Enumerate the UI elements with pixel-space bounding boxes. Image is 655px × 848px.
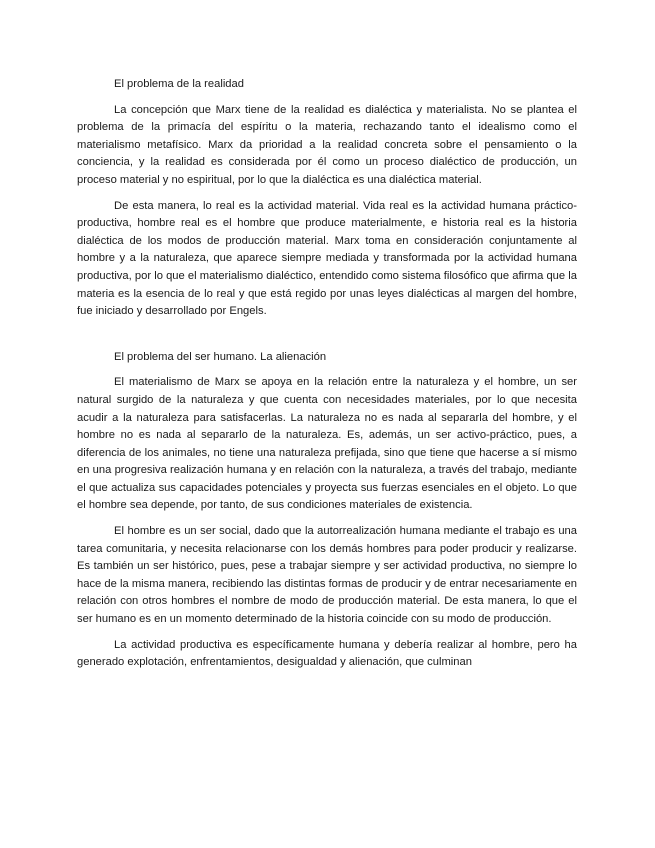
section-heading-human-being: El problema del ser humano. La alienación xyxy=(114,350,327,363)
section-spacer xyxy=(77,329,577,349)
paragraph: El hombre es un ser social, dado que la autorrealización humana mediante el trabajo es una tarea comunitaria, y necesita relacionarse con los demás hombres para poder producir y realizarse. Es también un ser histórico, pues, pese a trabajar siempre y ser actividad productiva, no siempre lo hace de la misma manera, recibiendo las distintas formas de producir y de entrar necesariamente en relación con otros hombres el nombre de modo de producción material. De esta manera, lo que el ser humano es en un momento determinado de la historia coincide con su modo de producción. xyxy=(77,525,577,626)
section-heading-reality: El problema de la realidad xyxy=(114,78,244,90)
paragraph: La actividad productiva es específicamente humana y debería realizar al hombre, pero ha generado explotación, enfrentamientos, desigualdad y alienación, que culminan xyxy=(77,638,577,669)
paragraph: La concepción que Marx tiene de la realidad es dialéctica y materialista. No se plantea el problema de la primacía del espíritu o la materia, rechazando tanto el idealismo como el materialismo metafísico. Marx da prioridad a la realidad concreta sobre el pensamiento o la conciencia, y la realidad es considerada por él como un proceso dialéctico de producción, un proceso material y no espiritual, por lo que la dialéctica es una dialéctica material. xyxy=(77,103,577,186)
paragraph: De esta manera, lo real es la actividad material. Vida real es la actividad humana práctico-productiva, hombre real es el hombre que produce materialmente, e historia real es la historia dialéctica de los modos de producción material. Marx toma en consideración conjuntamente al hombre y a la naturaleza, que aparece siempre mediada y transformada por la actividad humana productiva, por lo que el materialismo dialéctico, entendido como sistema filosófico que afirma que la materia es la esencia de lo real y que está regido por unas leyes dialécticas al margen del hombre, fue iniciado y desarrollado por Engels. xyxy=(77,199,577,318)
document-body xyxy=(77,76,577,680)
paragraph: El materialismo de Marx se apoya en la relación entre la naturaleza y el hombre, un ser natural surgido de la naturaleza y que cuenta con necesidades materiales, por lo que necesita acudir a la naturaleza para satisfacerlas. La naturaleza no es nada al separarla del hombre, y el hombre no es nada al separarlo de la naturaleza. Es, además, un ser activo-práctico, pues, a diferencia de los animales, no tiene una naturaleza prefijada, sino que tiene que hacerse a sí mismo en una progresiva realización humana y en relación con la naturaleza, a través del trabajo, mediante el que actualiza sus capacidades potenciales y proyecta sus fuerzas esenciales en el objeto. Lo que el hombre sea depende, por tanto, de sus condiciones materiales de existencia. xyxy=(77,376,577,512)
